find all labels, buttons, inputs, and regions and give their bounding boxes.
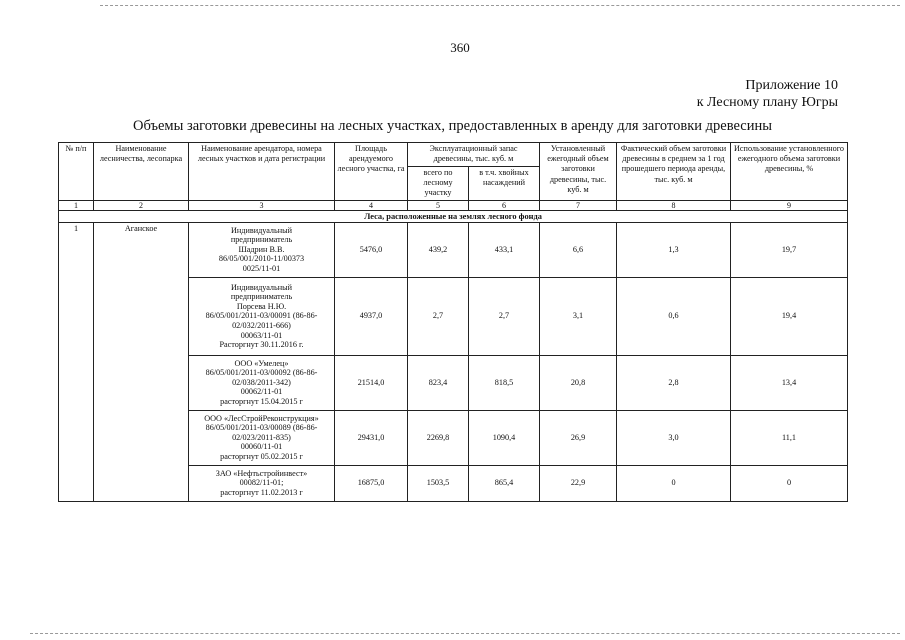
annual-volume-cell: 3,1 — [540, 277, 617, 355]
forestry-name: Аганское — [94, 222, 189, 501]
appendix-line-1: Приложение 10 — [745, 78, 838, 93]
tenant-line: 86/05/001/2011-03/00089 (86-86- — [205, 423, 318, 433]
column-number: 7 — [540, 200, 617, 210]
stock-total-cell: 439,2 — [408, 222, 469, 277]
usage-cell: 19,7 — [731, 222, 848, 277]
tenant-line: 02/038/2011-342) — [232, 377, 291, 387]
area-cell: 21514,0 — [335, 355, 408, 410]
stock-conifer-cell: 2,7 — [469, 277, 540, 355]
header-forestry: Наименование лесничества, лесопарка — [94, 143, 189, 201]
column-numbers-row — [59, 200, 848, 210]
area-cell: 16875,0 — [335, 465, 408, 501]
tenant-line: 00062/11-01 — [240, 387, 283, 397]
tenant-line: 02/023/2011-835) — [232, 432, 291, 442]
appendix-line-2: к Лесному плану Югры — [696, 95, 838, 110]
header-stock-group: Эксплуатационный запас древесины, тыс. куб. м — [408, 143, 540, 167]
tenant-line: Шадрин В.В. — [238, 244, 285, 254]
column-number: 1 — [59, 200, 94, 210]
tenant-line: Индивидуальный — [230, 282, 293, 292]
tenant-line: ООО «ЛесСтройРеконструкция» — [204, 413, 319, 423]
tenant-line: расторгнут 11.02.2013 г — [220, 487, 303, 497]
tenant-cell — [189, 410, 335, 465]
column-number: 6 — [469, 200, 540, 210]
tenant-line: 00082/11-01; — [239, 478, 284, 488]
stock-conifer-cell: 433,1 — [469, 222, 540, 277]
stock-total-cell: 2269,8 — [408, 410, 469, 465]
tenant-cell — [189, 355, 335, 410]
tenant-line: предприниматель — [230, 235, 293, 245]
actual-volume-cell: 2,8 — [617, 355, 731, 410]
actual-volume-cell: 3,0 — [617, 410, 731, 465]
annual-volume-cell: 20,8 — [540, 355, 617, 410]
tenant-line: 86/05/001/2010-11/00373 — [218, 254, 305, 264]
tenant-line: ООО «Умелец» — [234, 358, 289, 368]
actual-volume-cell: 1,3 — [617, 222, 731, 277]
header-actual-volume: Фактический объем заготовки древесины в среднем за 1 год прошедшего периода аренды, тыс. куб. м — [617, 143, 731, 201]
tenant-line: расторгнут 05.02.2015 г — [220, 452, 303, 461]
area-cell: 5476,0 — [335, 222, 408, 277]
stock-conifer-cell: 818,5 — [469, 355, 540, 410]
section-row — [59, 210, 848, 222]
header-num: № п/п — [59, 143, 94, 201]
tenant-line: ЗАО «Нефтьстройинвест» — [215, 468, 308, 478]
harvest-volumes-table — [58, 142, 848, 502]
stock-conifer-cell: 865,4 — [469, 465, 540, 501]
stock-total-cell: 1503,5 — [408, 465, 469, 501]
header-stock-conifer: в т.ч. хвойных насаждений — [469, 167, 540, 201]
header-tenant: Наименование арендатора, номера лесных участков и дата регистрации — [189, 143, 335, 201]
tenant-line: 86/05/001/2011-03/00092 (86-86- — [205, 368, 318, 378]
tenant-line: предприниматель — [230, 292, 293, 302]
row-number: 1 — [59, 222, 94, 501]
annual-volume-cell: 6,6 — [540, 222, 617, 277]
header-stock-total: всего по лесному участку — [408, 167, 469, 201]
tenant-cell — [189, 465, 335, 501]
annual-volume-cell: 26,9 — [540, 410, 617, 465]
tenant-line: 00063/11-01 — [240, 330, 283, 340]
tenant-cell — [189, 277, 335, 355]
tenant-line: Расторгнут 30.11.2016 г. — [219, 340, 304, 350]
column-number: 2 — [94, 200, 189, 210]
appendix-label — [697, 77, 838, 111]
usage-cell: 11,1 — [731, 410, 848, 465]
annual-volume-cell: 22,9 — [540, 465, 617, 501]
usage-cell: 0 — [731, 465, 848, 501]
column-number: 3 — [189, 200, 335, 210]
stock-conifer-cell: 1090,4 — [469, 410, 540, 465]
tenant-line: расторгнут 15.04.2015 г — [220, 397, 303, 406]
actual-volume-cell: 0 — [617, 465, 731, 501]
tenant-line: Индивидуальный — [230, 225, 293, 235]
tenant-line: 0025/11-01 — [242, 264, 281, 273]
tenant-line: 00060/11-01 — [240, 442, 283, 452]
scan-edge-bottom — [30, 633, 900, 635]
tenant-cell — [189, 222, 335, 277]
column-number: 4 — [335, 200, 408, 210]
column-number: 8 — [617, 200, 731, 210]
column-number: 9 — [731, 200, 848, 210]
area-cell: 29431,0 — [335, 410, 408, 465]
column-number: 5 — [408, 200, 469, 210]
header-usage: Использование установленного ежегодного объема заготовки древесины, % — [731, 143, 848, 201]
header-area: Площадь арендуемого лесного участка, га — [335, 143, 408, 201]
area-cell: 4937,0 — [335, 277, 408, 355]
usage-cell: 13,4 — [731, 355, 848, 410]
actual-volume-cell: 0,6 — [617, 277, 731, 355]
scan-edge-top — [100, 5, 900, 7]
table-row — [59, 222, 848, 277]
tenant-line: Порсева Н.Ю. — [236, 301, 287, 311]
section-heading: Леса, расположенные на землях лесного фонда — [59, 210, 848, 222]
usage-cell: 19,4 — [731, 277, 848, 355]
tenant-line: 02/032/2011-666) — [232, 320, 291, 330]
stock-total-cell: 2,7 — [408, 277, 469, 355]
header-annual-volume: Установленный ежегодный объем заготовки древесины, тыс. куб. м — [540, 143, 617, 201]
tenant-line: 86/05/001/2011-03/00091 (86-86- — [205, 311, 318, 321]
document-title: Объемы заготовки древесины на лесных участках, предоставленных в аренду для заготовки древесины — [133, 118, 772, 134]
page-number: 360 — [450, 40, 470, 55]
stock-total-cell: 823,4 — [408, 355, 469, 410]
